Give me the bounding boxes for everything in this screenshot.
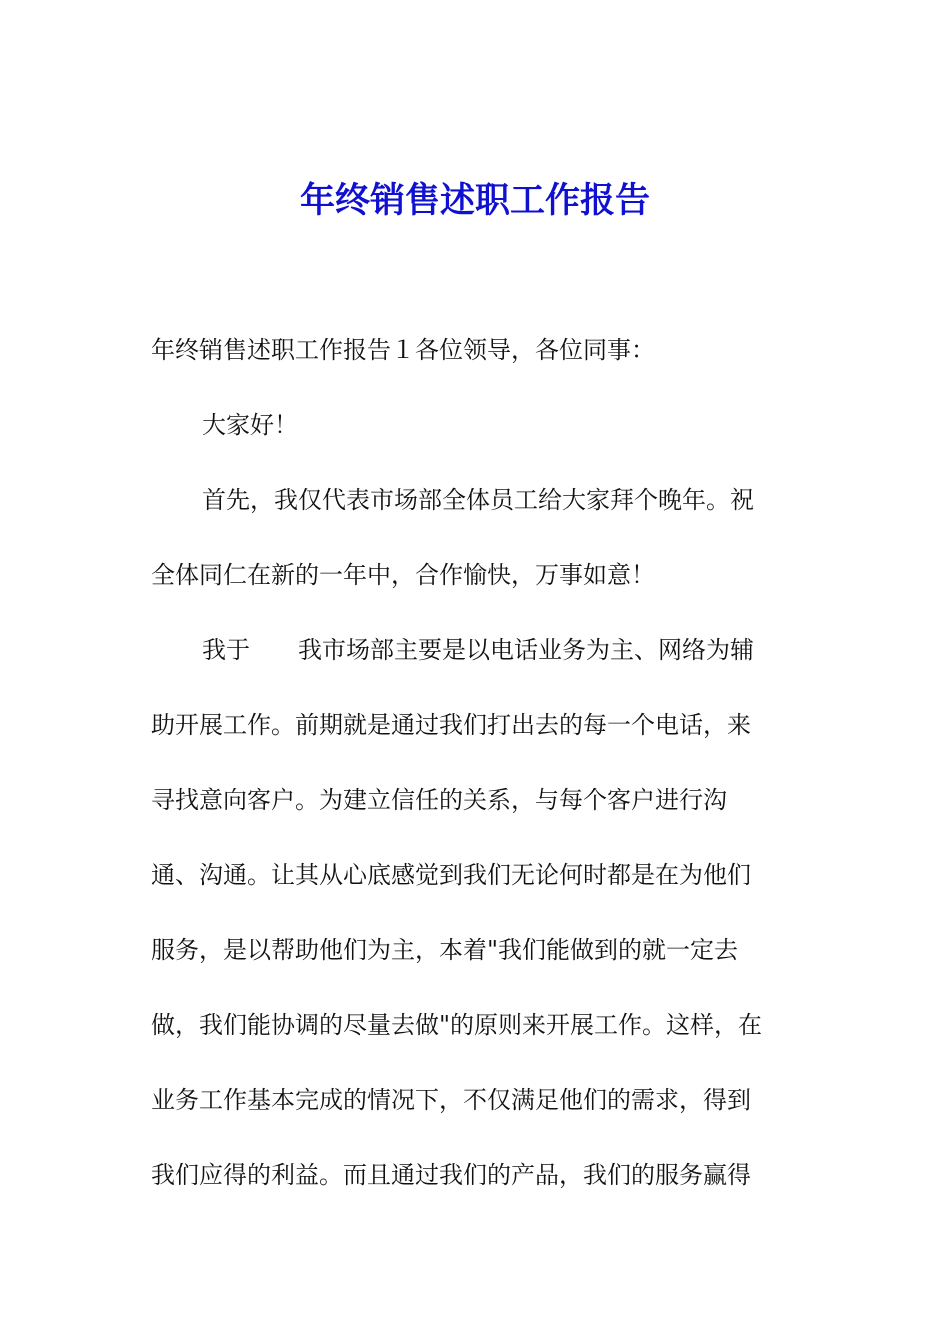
paragraph-line: 大家好！ — [202, 411, 298, 439]
paragraph-line: 首先，我仅代表市场部全体员工给大家拜个晚年。祝 — [202, 486, 754, 514]
paragraph-line: 业务工作基本完成的情况下，不仅满足他们的需求，得到 — [151, 1086, 751, 1114]
paragraph-line: 服务，是以帮助他们为主，本着"我们能做到的就一定去 — [151, 936, 739, 964]
paragraph-line: 做，我们能协调的尽量去做"的原则来开展工作。这样，在 — [151, 1011, 763, 1039]
paragraph-line: 全体同仁在新的一年中，合作愉快，万事如意！ — [151, 561, 655, 589]
paragraph-line: 我们应得的利益。而且通过我们的产品，我们的服务赢得 — [151, 1161, 751, 1189]
paragraph-line: 年终销售述职工作报告１各位领导，各位同事： — [151, 336, 655, 364]
paragraph-line: 助开展工作。前期就是通过我们打出去的每一个电话，来 — [151, 711, 751, 739]
document-title: 年终销售述职工作报告 — [299, 180, 650, 221]
paragraph-line: 我于 我市场部主要是以电话业务为主、网络为辅 — [202, 636, 754, 664]
paragraph-line: 寻找意向客户。为建立信任的关系，与每个客户进行沟 — [151, 786, 727, 814]
paragraph-line: 通、沟通。让其从心底感觉到我们无论何时都是在为他们 — [151, 861, 751, 889]
